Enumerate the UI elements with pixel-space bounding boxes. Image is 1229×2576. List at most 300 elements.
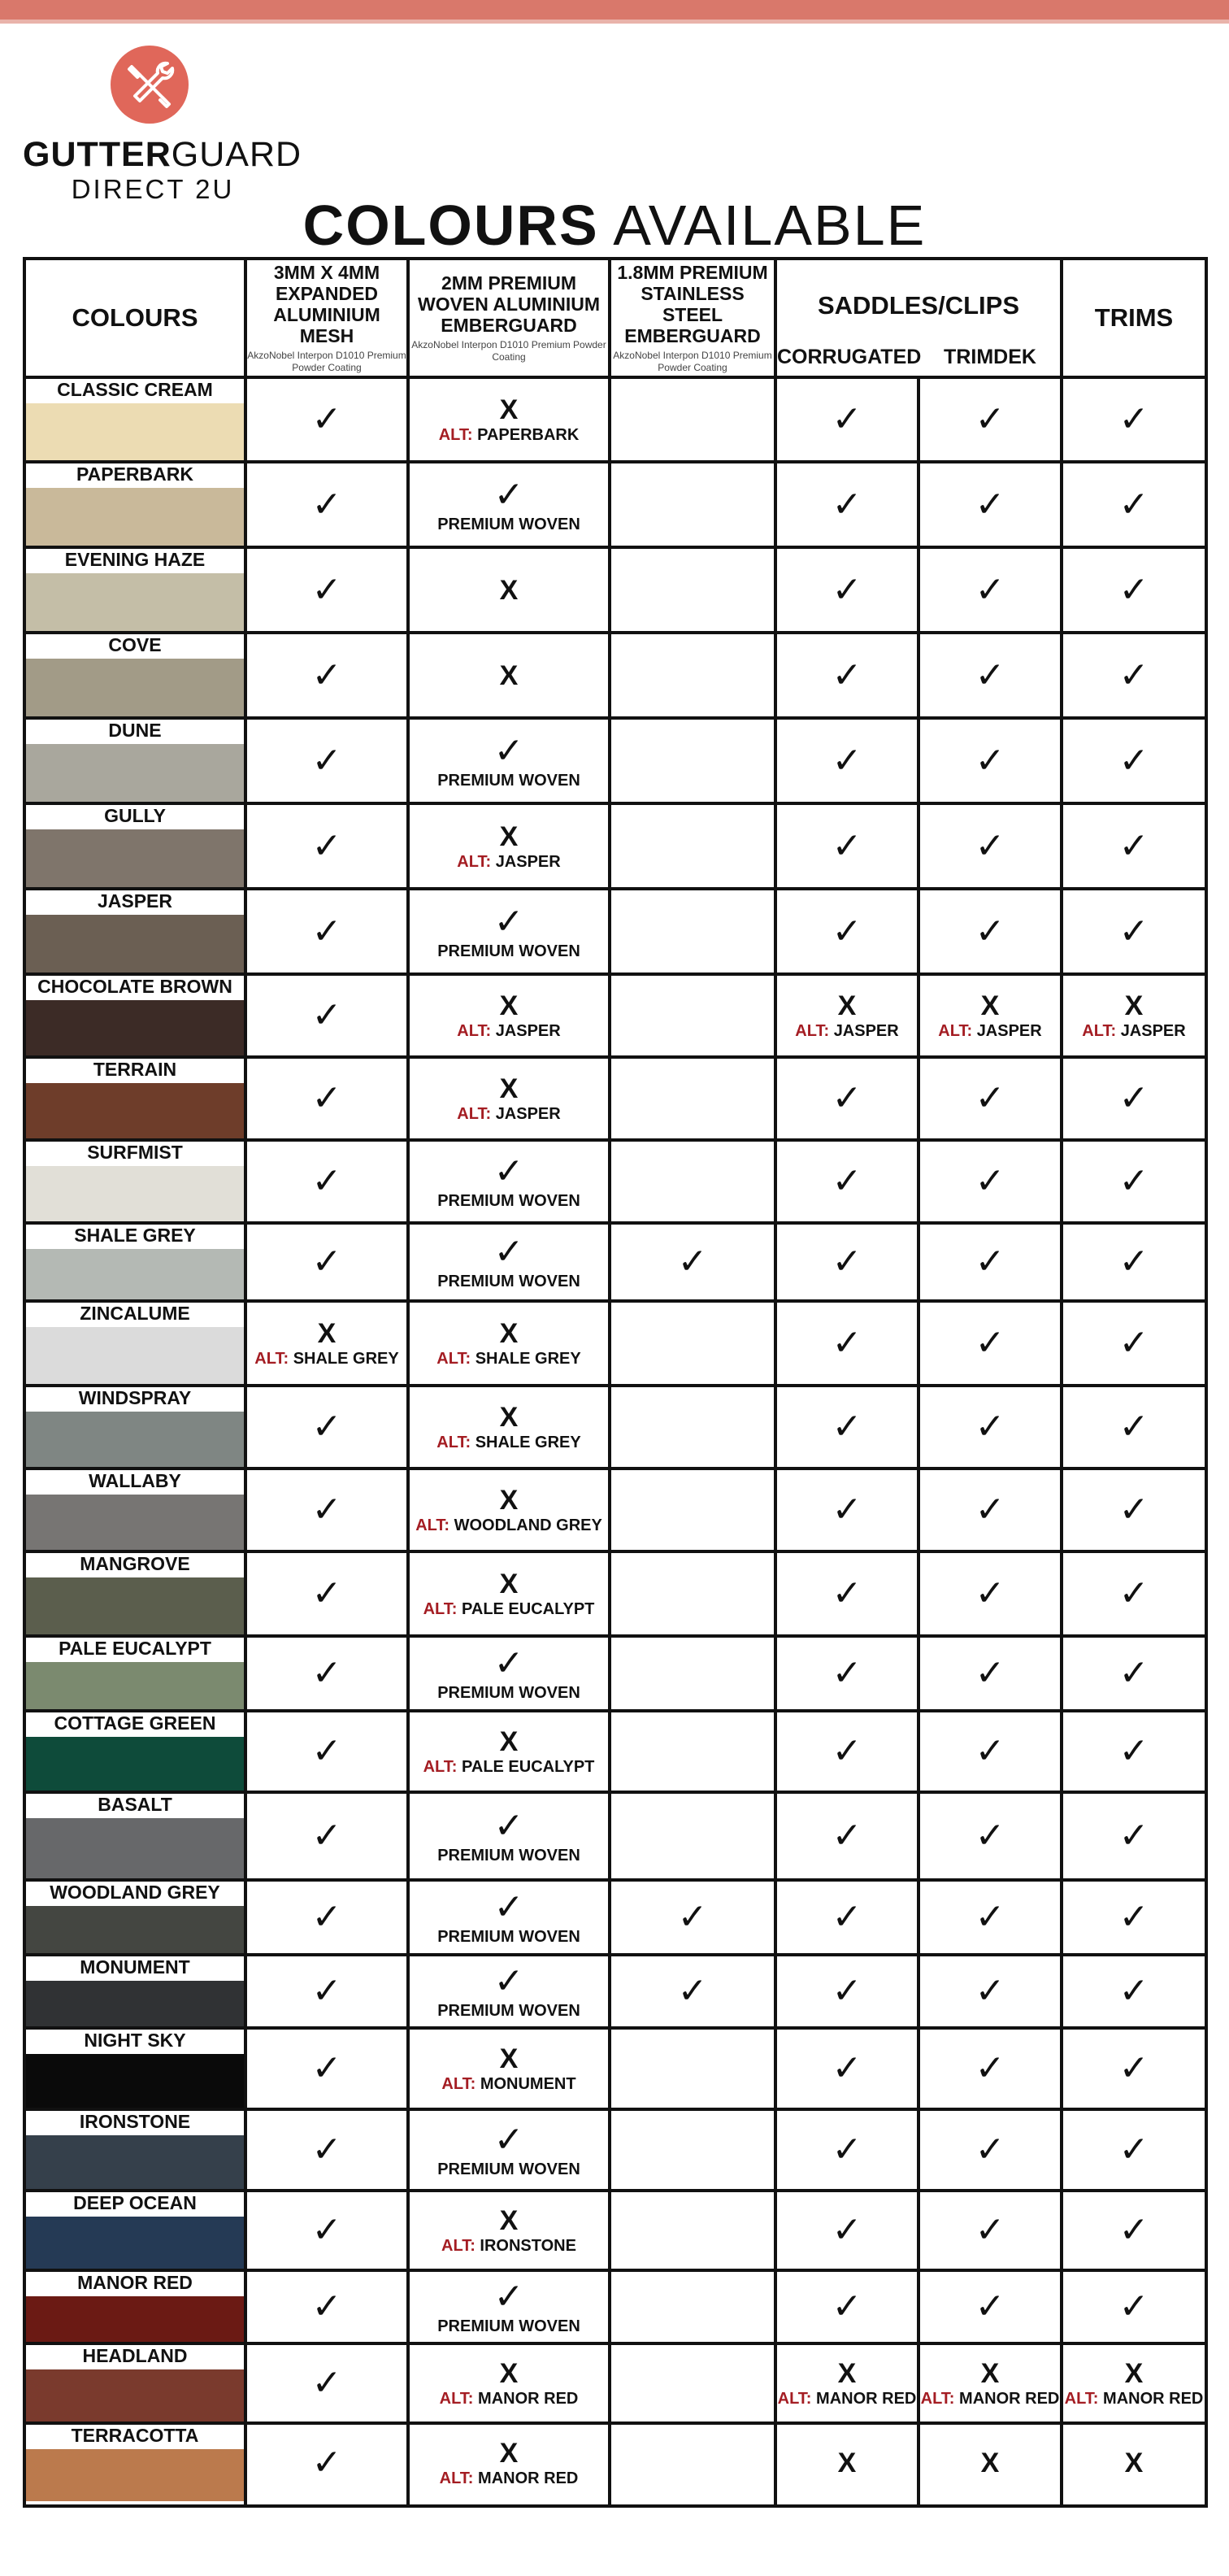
availability-cell-trimdek — [920, 720, 1060, 802]
alt-colour: MANOR RED — [478, 2390, 579, 2408]
availability-cell-mesh — [247, 2272, 406, 2342]
check-mark-icon: ✓ — [1118, 2129, 1149, 2170]
alt-prefix: ALT: — [938, 1022, 973, 1040]
colour-swatch — [26, 659, 244, 716]
check-mark-icon: ✓ — [311, 2442, 342, 2483]
header-steel-title: 1.8MM PREMIUM STAINLESS STEEL EMBERGUARD — [617, 262, 768, 346]
availability-cell-trimdek — [920, 634, 1060, 716]
availability-cell-trims — [1063, 1794, 1205, 1878]
availability-cell-steel — [611, 1303, 774, 1384]
alternative-note — [1065, 2389, 1204, 2408]
alternative-note — [440, 2469, 579, 2488]
availability-cell-woven — [410, 1794, 608, 1878]
check-mark-icon: ✓ — [677, 1896, 708, 1938]
check-mark-icon: ✓ — [832, 1970, 862, 2012]
check-mark-icon: ✓ — [975, 825, 1005, 867]
check-mark-icon: ✓ — [677, 1970, 708, 2012]
availability-cell-woven — [410, 2272, 608, 2342]
cross-mark-icon: X — [499, 2205, 519, 2236]
check-mark-icon: ✓ — [832, 739, 862, 781]
availability-cell-mesh — [247, 1225, 406, 1299]
availability-cell-woven — [410, 1303, 608, 1384]
alt-prefix: ALT: — [1064, 2390, 1099, 2408]
header-colours — [26, 260, 244, 376]
check-mark-icon: ✓ — [1118, 1573, 1149, 1614]
colour-name: PAPERBARK — [76, 463, 193, 485]
check-mark-icon: ✓ — [832, 910, 862, 952]
header-woven-note: AkzoNobel Interpon D1010 Premium Powder Coating — [411, 339, 606, 363]
availability-cell-trims — [1063, 2345, 1205, 2422]
availability-cell-trimdek — [920, 2272, 1060, 2342]
availability-cell-trimdek — [920, 2111, 1060, 2189]
availability-cell-woven — [410, 463, 608, 546]
colour-swatch — [26, 1083, 244, 1138]
alt-prefix: ALT: — [423, 1600, 458, 1618]
availability-cell-trims — [1063, 379, 1205, 460]
alternative-note — [938, 1021, 1041, 1041]
availability-cell-corrugated — [777, 1882, 917, 1953]
check-mark-icon: ✓ — [832, 2047, 862, 2089]
check-mark-icon: ✓ — [832, 1489, 862, 1530]
check-mark-icon: ✓ — [832, 398, 862, 440]
check-mark-icon: ✓ — [311, 910, 342, 952]
check-mark-icon: ✓ — [1118, 1652, 1149, 1694]
check-mark-icon: ✓ — [1118, 739, 1149, 781]
availability-cell-mesh — [247, 1387, 406, 1467]
cross-mark-icon: X — [499, 659, 519, 691]
availability-cell-woven — [410, 1387, 608, 1467]
alt-prefix: ALT: — [439, 2469, 474, 2487]
header-trims — [1063, 260, 1205, 376]
colour-swatch — [26, 573, 244, 631]
cross-mark-icon: X — [980, 2358, 1000, 2389]
check-mark-icon: ✓ — [1118, 1322, 1149, 1364]
colour-swatch — [26, 1662, 244, 1709]
availability-cell-steel — [611, 720, 774, 802]
brand-tagline: DIRECT 2U — [71, 174, 235, 204]
check-mark-icon: ✓ — [1118, 1896, 1149, 1938]
colour-swatch — [26, 1412, 244, 1467]
colour-name: MANGROVE — [80, 1553, 190, 1574]
availability-cell-corrugated — [777, 2030, 917, 2108]
cross-mark-icon: X — [499, 2358, 519, 2389]
cross-mark-icon: X — [499, 820, 519, 852]
check-mark-icon: ✓ — [1118, 2047, 1149, 2089]
check-mark-icon: ✓ — [975, 568, 1005, 611]
check-mark-icon: ✓ — [975, 654, 1005, 696]
availability-cell-trimdek — [920, 1638, 1060, 1709]
availability-cell-mesh — [247, 1882, 406, 1953]
cross-mark-icon: X — [499, 1318, 519, 1349]
availability-cell-steel — [611, 1712, 774, 1791]
availability-cell-trims — [1063, 1387, 1205, 1467]
availability-cell-woven — [410, 1712, 608, 1791]
alt-colour: JASPER — [495, 852, 561, 871]
availability-cell-steel — [611, 805, 774, 887]
availability-cell-woven — [410, 805, 608, 887]
availability-cell-corrugated — [777, 2425, 917, 2501]
alt-colour: IRONSTONE — [480, 2237, 576, 2255]
availability-cell-corrugated — [777, 720, 917, 802]
alt-colour: PALE EUCALYPT — [462, 1600, 595, 1618]
brand-name-bold: GUTTER — [23, 135, 172, 174]
check-mark-icon: ✓ — [975, 1241, 1005, 1282]
header-mesh-note: AkzoNobel Interpon D1010 Premium Powder Coating — [247, 350, 406, 373]
colour-name: CHOCOLATE BROWN — [37, 976, 232, 997]
check-mark-icon: ✓ — [493, 900, 524, 942]
check-mark-icon: ✓ — [1118, 1406, 1149, 1447]
colour-swatch — [26, 744, 244, 802]
alt-colour: WOODLAND GREY — [454, 1516, 602, 1534]
page-title-light: AVAILABLE — [613, 194, 927, 257]
availability-cell-mesh — [247, 379, 406, 460]
alt-colour: MANOR RED — [1103, 2390, 1204, 2408]
option-note: PREMIUM WOVEN — [437, 1684, 580, 1702]
cross-mark-icon: X — [499, 2043, 519, 2074]
colour-name: TERRAIN — [93, 1059, 177, 1080]
availability-cell-woven — [410, 2192, 608, 2269]
check-mark-icon: ✓ — [493, 1151, 524, 1192]
alt-prefix: ALT: — [436, 1434, 471, 1451]
availability-cell-mesh — [247, 549, 406, 631]
option-note: PREMIUM WOVEN — [437, 2160, 580, 2178]
availability-cell-woven — [410, 2345, 608, 2422]
check-mark-icon: ✓ — [1118, 2209, 1149, 2251]
availability-cell-steel — [611, 1387, 774, 1467]
check-mark-icon: ✓ — [975, 1815, 1005, 1856]
check-mark-icon: ✓ — [1118, 483, 1149, 525]
availability-cell-mesh — [247, 2030, 406, 2108]
brand-logo — [23, 44, 302, 207]
colour-swatch — [26, 2449, 244, 2501]
alternative-note — [795, 1021, 898, 1041]
availability-cell-steel — [611, 1553, 774, 1634]
check-mark-icon: ✓ — [832, 1896, 862, 1938]
check-mark-icon: ✓ — [1118, 1077, 1149, 1119]
availability-cell-corrugated — [777, 1794, 917, 1878]
alternative-note — [921, 2389, 1060, 2408]
alt-colour: JASPER — [1120, 1022, 1186, 1040]
check-mark-icon: ✓ — [975, 739, 1005, 781]
check-mark-icon: ✓ — [975, 2129, 1005, 2170]
alternative-note — [457, 852, 560, 872]
availability-cell-trims — [1063, 2192, 1205, 2269]
availability-cell-trims — [1063, 890, 1205, 973]
check-mark-icon: ✓ — [975, 1652, 1005, 1694]
availability-cell-steel — [611, 549, 774, 631]
alternative-note — [457, 1104, 560, 1124]
colour-name: WINDSPRAY — [78, 1387, 192, 1408]
header-colours-title: COLOURS — [72, 303, 198, 332]
top-accent-line — [0, 20, 1229, 24]
availability-cell-trimdek — [920, 1553, 1060, 1634]
check-mark-icon: ✓ — [311, 2362, 342, 2404]
colour-swatch — [26, 1327, 244, 1384]
availability-cell-trims — [1063, 1225, 1205, 1299]
check-mark-icon: ✓ — [1118, 1489, 1149, 1530]
cross-mark-icon: X — [1124, 2448, 1144, 2478]
availability-cell-woven — [410, 1142, 608, 1221]
availability-cell-woven — [410, 549, 608, 631]
check-mark-icon: ✓ — [1118, 825, 1149, 867]
check-mark-icon: ✓ — [975, 1730, 1005, 1772]
alt-prefix: ALT: — [415, 1516, 450, 1534]
availability-cell-woven — [410, 1553, 608, 1634]
option-note: PREMIUM WOVEN — [437, 2002, 580, 2020]
check-mark-icon: ✓ — [311, 1489, 342, 1530]
check-mark-icon: ✓ — [832, 2209, 862, 2251]
alternative-note — [436, 1433, 580, 1452]
availability-cell-trims — [1063, 1142, 1205, 1221]
colour-swatch — [26, 488, 244, 546]
availability-cell-mesh — [247, 2345, 406, 2422]
availability-cell-trims — [1063, 976, 1205, 1055]
availability-cell-trimdek — [920, 2425, 1060, 2501]
check-mark-icon: ✓ — [832, 825, 862, 867]
availability-cell-trimdek — [920, 549, 1060, 631]
availability-cell-steel — [611, 1142, 774, 1221]
header-saddles-clips: SADDLES/CLIPS — [817, 291, 1020, 320]
availability-cell-corrugated — [777, 1470, 917, 1550]
check-mark-icon: ✓ — [311, 1241, 342, 1282]
alternative-note — [778, 2389, 917, 2408]
cross-mark-icon: X — [1124, 2358, 1144, 2389]
wrench-screwdriver-icon — [111, 46, 189, 124]
check-mark-icon: ✓ — [311, 739, 342, 781]
colour-name: JASPER — [97, 890, 173, 912]
check-mark-icon: ✓ — [1118, 398, 1149, 440]
availability-cell-mesh — [247, 1470, 406, 1550]
availability-cell-trimdek — [920, 1470, 1060, 1550]
colour-swatch — [26, 1000, 244, 1055]
availability-cell-trims — [1063, 1956, 1205, 2026]
check-mark-icon: ✓ — [832, 1077, 862, 1119]
cross-mark-icon: X — [1124, 990, 1144, 1021]
alt-prefix: ALT: — [1082, 1022, 1117, 1040]
availability-cell-trimdek — [920, 1142, 1060, 1221]
check-mark-icon: ✓ — [832, 1406, 862, 1447]
colour-name: WOODLAND GREY — [50, 1882, 220, 1903]
availability-cell-corrugated — [777, 890, 917, 973]
alternative-note — [423, 1757, 595, 1777]
availability-cell-trimdek — [920, 1303, 1060, 1384]
colour-swatch — [26, 2135, 244, 2189]
availability-cell-mesh — [247, 2425, 406, 2501]
header-trimdek: TRIMDEK — [944, 346, 1036, 368]
availability-cell-corrugated — [777, 463, 917, 546]
availability-cell-woven — [410, 976, 608, 1055]
availability-cell-steel — [611, 463, 774, 546]
colour-name: PALE EUCALYPT — [59, 1638, 211, 1659]
check-mark-icon: ✓ — [311, 2129, 342, 2170]
check-mark-icon: ✓ — [493, 2119, 524, 2160]
colour-name: IRONSTONE — [79, 2111, 191, 2132]
check-mark-icon: ✓ — [311, 1815, 342, 1856]
page-title — [0, 192, 1229, 259]
availability-cell-mesh — [247, 890, 406, 973]
alt-colour: MANOR RED — [959, 2390, 1060, 2408]
cross-mark-icon: X — [499, 1485, 519, 1516]
check-mark-icon: ✓ — [1118, 568, 1149, 611]
check-mark-icon: ✓ — [311, 994, 342, 1036]
availability-cell-steel — [611, 1225, 774, 1299]
cross-mark-icon: X — [499, 1402, 519, 1433]
header-steel — [611, 260, 774, 376]
colour-swatch — [26, 2217, 244, 2269]
check-mark-icon: ✓ — [311, 1077, 342, 1119]
colour-name: COTTAGE GREEN — [54, 1712, 216, 1734]
colour-name: ZINCALUME — [80, 1303, 190, 1324]
check-mark-icon: ✓ — [311, 2047, 342, 2089]
availability-cell-woven — [410, 2030, 608, 2108]
check-mark-icon: ✓ — [493, 1643, 524, 1684]
availability-cell-steel — [611, 976, 774, 1055]
availability-cell-trims — [1063, 1638, 1205, 1709]
availability-cell-steel — [611, 2192, 774, 2269]
header-woven-title: 2MM PREMIUM WOVEN ALUMINIUM EMBERGUARD — [417, 272, 600, 336]
check-mark-icon: ✓ — [493, 1960, 524, 2002]
availability-cell-trimdek — [920, 1225, 1060, 1299]
availability-cell-mesh — [247, 1956, 406, 2026]
cross-mark-icon: X — [499, 394, 519, 425]
check-mark-icon: ✓ — [975, 2047, 1005, 2089]
availability-cell-mesh — [247, 1059, 406, 1138]
brand-name-light: GUARD — [171, 135, 302, 174]
availability-cell-trimdek — [920, 2030, 1060, 2108]
availability-cell-steel — [611, 2111, 774, 2189]
page-title-bold: COLOURS — [302, 194, 599, 257]
availability-cell-mesh — [247, 2111, 406, 2189]
top-accent-bar — [0, 0, 1229, 20]
alternative-note — [423, 1599, 595, 1619]
cross-mark-icon: X — [499, 574, 519, 606]
alt-colour: SHALE GREY — [475, 1350, 581, 1368]
colour-name: GULLY — [104, 805, 166, 826]
colour-name: HEADLAND — [82, 2345, 188, 2366]
availability-cell-steel — [611, 634, 774, 716]
availability-cell-mesh — [247, 1303, 406, 1384]
availability-cell-woven — [410, 1470, 608, 1550]
alt-colour: SHALE GREY — [293, 1350, 399, 1368]
availability-cell-trimdek — [920, 1387, 1060, 1467]
alt-colour: SHALE GREY — [475, 1434, 581, 1451]
cross-mark-icon: X — [837, 990, 857, 1021]
availability-cell-mesh — [247, 720, 406, 802]
availability-cell-steel — [611, 379, 774, 460]
availability-cell-steel — [611, 2425, 774, 2501]
cross-mark-icon: X — [837, 2448, 857, 2478]
availability-cell-trimdek — [920, 379, 1060, 460]
colour-swatch — [26, 915, 244, 973]
availability-cell-corrugated — [777, 976, 917, 1055]
check-mark-icon: ✓ — [311, 1573, 342, 1614]
availability-cell-trims — [1063, 720, 1205, 802]
availability-cell-mesh — [247, 634, 406, 716]
availability-cell-trims — [1063, 1712, 1205, 1791]
check-mark-icon: ✓ — [311, 1896, 342, 1938]
alternative-note — [457, 1021, 560, 1041]
check-mark-icon: ✓ — [1118, 1970, 1149, 2012]
alt-prefix: ALT: — [423, 1758, 458, 1776]
availability-cell-trimdek — [920, 2192, 1060, 2269]
alt-prefix: ALT: — [439, 2390, 474, 2408]
check-mark-icon: ✓ — [975, 1489, 1005, 1530]
check-mark-icon: ✓ — [832, 1730, 862, 1772]
availability-cell-trims — [1063, 634, 1205, 716]
check-mark-icon: ✓ — [677, 1241, 708, 1282]
check-mark-icon: ✓ — [832, 1815, 862, 1856]
cross-mark-icon: X — [837, 2358, 857, 2389]
brand-name — [23, 135, 302, 174]
colour-name: COVE — [108, 634, 162, 655]
colour-name: BASALT — [98, 1794, 172, 1815]
availability-cell-trimdek — [920, 805, 1060, 887]
cross-mark-icon: X — [499, 2438, 519, 2469]
option-note: PREMIUM WOVEN — [437, 2317, 580, 2335]
check-mark-icon: ✓ — [493, 1886, 524, 1928]
availability-cell-mesh — [247, 463, 406, 546]
colour-swatch — [26, 1495, 244, 1550]
availability-cell-trims — [1063, 463, 1205, 546]
availability-cell-trims — [1063, 549, 1205, 631]
check-mark-icon: ✓ — [832, 1160, 862, 1202]
alt-colour: PAPERBARK — [477, 426, 580, 444]
availability-cell-mesh — [247, 1794, 406, 1878]
alt-prefix: ALT: — [457, 852, 492, 871]
availability-cell-corrugated — [777, 1712, 917, 1791]
availability-cell-mesh — [247, 2192, 406, 2269]
availability-cell-corrugated — [777, 1142, 917, 1221]
alt-colour: JASPER — [495, 1105, 561, 1123]
check-mark-icon: ✓ — [832, 2129, 862, 2170]
check-mark-icon: ✓ — [832, 654, 862, 696]
availability-cell-trimdek — [920, 1712, 1060, 1791]
alternative-note — [439, 425, 580, 445]
colour-swatch — [26, 2054, 244, 2108]
colour-swatch — [26, 1818, 244, 1878]
availability-cell-steel — [611, 1638, 774, 1709]
colour-swatch — [26, 1249, 244, 1299]
availability-cell-woven — [410, 1059, 608, 1138]
check-mark-icon: ✓ — [975, 1896, 1005, 1938]
check-mark-icon: ✓ — [832, 1322, 862, 1364]
option-note: PREMIUM WOVEN — [437, 771, 580, 790]
availability-cell-woven — [410, 890, 608, 973]
colour-name: DEEP OCEAN — [73, 2192, 197, 2213]
header-steel-note: AkzoNobel Interpon D1010 Premium Powder Coating — [613, 350, 772, 373]
alternative-note — [415, 1516, 602, 1535]
alt-colour: JASPER — [495, 1022, 561, 1040]
colour-name: TERRACOTTA — [71, 2425, 199, 2446]
alt-prefix: ALT: — [441, 2075, 476, 2093]
availability-cell-trims — [1063, 1470, 1205, 1550]
availability-cell-steel — [611, 1882, 774, 1953]
availability-cell-trims — [1063, 1059, 1205, 1138]
colour-swatch — [26, 1166, 244, 1221]
alternative-note — [441, 2074, 575, 2094]
alt-prefix: ALT: — [795, 1022, 830, 1040]
colour-swatch — [26, 1981, 244, 2026]
availability-cell-corrugated — [777, 805, 917, 887]
alt-prefix: ALT: — [441, 2237, 476, 2255]
check-mark-icon: ✓ — [311, 2286, 342, 2327]
check-mark-icon: ✓ — [311, 654, 342, 696]
check-mark-icon: ✓ — [832, 1241, 862, 1282]
availability-cell-trimdek — [920, 890, 1060, 973]
alt-prefix: ALT: — [920, 2390, 955, 2408]
check-mark-icon: ✓ — [975, 910, 1005, 952]
availability-cell-corrugated — [777, 1387, 917, 1467]
